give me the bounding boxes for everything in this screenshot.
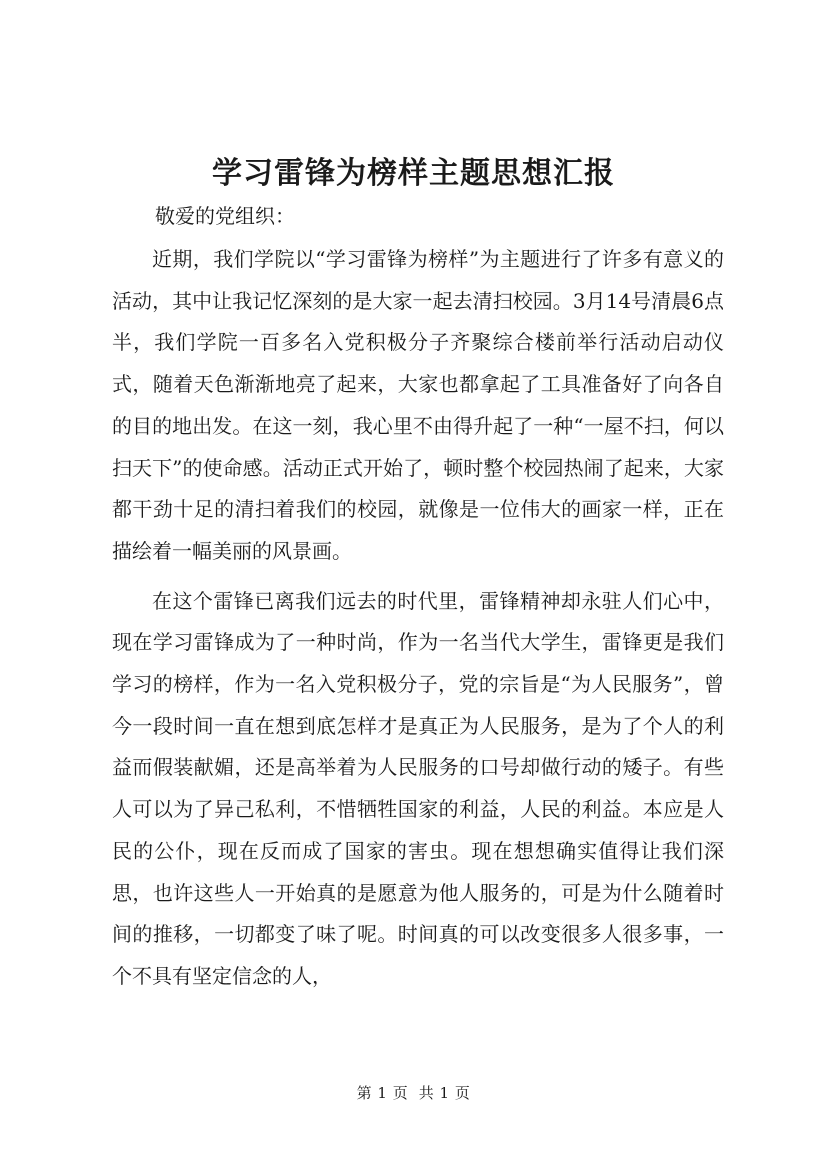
- paragraph-1: 近期，我们学院以“学习雷锋为榜样”为主题进行了许多有意义的活动，其中让我记忆深刻的是大家一起去清扫校园。3月14号清晨6点半，我们学院一百多名入党积极分子齐聚综合楼前举行活动启动仪式，随着天色渐渐地亮了起来，大家也都拿起了工具准备好了向各自的目的地出发。在这一刻，我心里不由得升起了一种“一屋不扫，何以扫天下”的使命感。活动正式开始了，顿时整个校园热闹了起来，大家都干劲十足的清扫着我们的校园，就像是一位伟大的画家一样，正在描绘着一幅美丽的风景画。: [112, 247, 724, 563]
- page-number-label: 第 1 页 共 1 页: [356, 1084, 471, 1102]
- document-title: 学习雷锋为榜样主题思想汇报: [212, 156, 615, 191]
- page-footer: [0, 1082, 827, 1103]
- salutation: 敬爱的党组织：: [155, 204, 295, 228]
- paragraph-2: 在这个雷锋已离我们远去的时代里，雷锋精神却永驻人们心中，现在学习雷锋成为了一种时尚，作为一名当代大学生，雷锋更是我们学习的榜样，作为一名入党积极分子，党的宗旨是“为人民服务”，曾今一段时间一直在想到底怎样才是真正为人民服务，是为了个人的利益而假装献媚，还是高举着为人民服务的口号却做行动的矮子。有些人可以为了异己私利，不惜牺牲国家的利益，人民的利益。本应是人民的公仆，现在反而成了国家的害虫。现在想想确实值得让我们深思，也许这些人一开始真的是愿意为他人服务的，可是为什么随着时间的推移，一切都变了味了呢。时间真的可以改变很多人很多事，一个不具有坚定信念的人，: [112, 588, 724, 988]
- document-body: [112, 239, 724, 998]
